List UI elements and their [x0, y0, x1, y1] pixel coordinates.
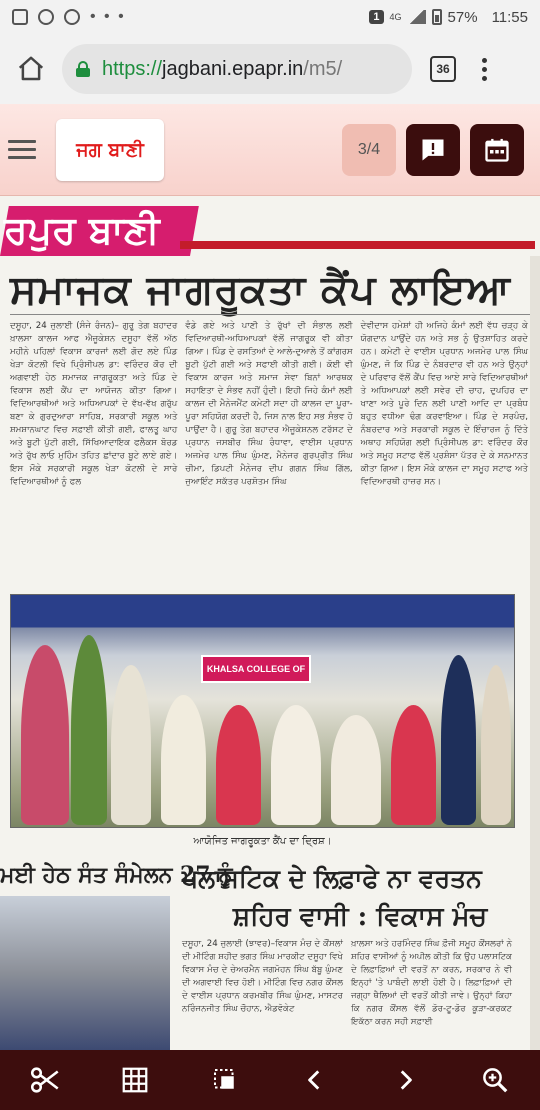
- menu-dot-icon: [482, 76, 487, 81]
- status-left-icons: [12, 8, 126, 26]
- select-area-icon: [210, 1065, 240, 1095]
- divider: [10, 314, 530, 315]
- menu-dot-icon: [482, 58, 487, 63]
- home-button[interactable]: [12, 50, 50, 88]
- article-body: [10, 320, 528, 590]
- epaper-page[interactable]: [0, 196, 540, 1050]
- gallery-notification-icon: [12, 9, 28, 25]
- url-host: jagbani.epapr.in: [162, 57, 304, 80]
- photo-banner: KHALSA COLLEGE OF: [201, 655, 311, 683]
- tab-count: 36: [436, 62, 450, 76]
- bottom-toolbar: [0, 1050, 540, 1110]
- home-icon: [16, 54, 46, 84]
- article2-headline-line2: ਸ਼ਹਿਰ ਵਾਸੀ : ਵਿਕਾਸ ਮੰਚ: [232, 902, 488, 932]
- article2-column-2: ਖ਼ਾਲਸਾ ਅਤੇ ਹਰਮਿੰਦਰ ਸਿੰਘ ਫ਼ੌਜੀ ਸਮੂਹ ਕੌਂਸਲਰਾਂ ਨੇ ਸ਼ਹਿਰ ਵਾਸੀਆਂ ਨੂੰ ਅਪੀਲ ਕੀਤੀ ਕਿ ਉਹ ਪਲਾਸਟਿਕ ਦੇ ਲਿਫ਼ਾਫ਼ਿਆਂ ਦੀ ਵਰਤੋਂ ਨਾ ਕਰਨ, ਸਰਕਾਰ ਨੇ ਵੀ ਇਨ੍ਹਾਂ 'ਤੇ ਪਾਬੰਦੀ ਲਾਈ ਹੋਈ ਹੈ। ਲਿਫ਼ਾਫ਼ਿਆਂ ਦੀ ਜਗ੍ਹਾ ਥੈਲਿਆਂ ਦੀ ਵਰਤੋਂ ਕੀਤੀ ਜਾਵੇ। ਉਨ੍ਹਾਂ ਕਿਹਾ ਕਿ ਨਗਰ ਕੌਂਸਲ ਵੱਲੋਂ ਡੋਰ-ਟੂ-ਡੋਰ ਕੂੜਾ-ਕਰਕਟ ਇਕੱਠਾ ਕਰਨ ਸਹੀ ਸਫ਼ਾਈ: [351, 939, 512, 1027]
- page-edge: [530, 256, 540, 1050]
- chevron-right-icon: [392, 1067, 418, 1093]
- site-logo[interactable]: [56, 119, 164, 181]
- calendar-button[interactable]: [470, 124, 524, 176]
- calendar-icon: [483, 136, 511, 164]
- article-column-1: ਦਸੂਹਾ, 24 ਜੁਲਾਈ (ਸੰਜੇ ਰੰਜਨ)– ਗੁਰੂ ਤੇਗ ਬਹਾਦਰ ਖ਼ਾਲਸਾ ਕਾਲਜ ਆਫ ਐਜੂਕੇਸ਼ਨ ਦਸੂਹਾ ਵੱਲੋਂ ਅੱਠ ਮਹੀਨੇ ਪਹਿਲਾਂ ਵਿਕਾਸ ਕਾਰਜਾਂ ਲਈ ਗੋਦ ਲਏ ਪਿੰਡ ਖੇੜਾ ਕੋਟਲੀ ਵਿਖੇ ਪ੍ਰਿੰਸੀਪਲ ਡਾ: ਵਰਿੰਦਰ ਕੌਰ ਦੀ ਅਗਵਾਈ ਹੇਠ ਸਮਾਜਕ ਜਾਗਰੂਕਤਾ ਅਤੇ ਪਿੰਡ ਦੇ ਵਿਕਾਸ ਲਈ ਕੈਂਪ ਦਾ ਆਯੋਜਨ ਕੀਤਾ ਗਿਆ। ਵਿਦਿਆਰਥੀਆਂ ਅਤੇ ਅਧਿਆਪਕਾਂ ਦੇ ਵੱਖ-ਵੱਖ ਗਰੁੱਪ ਬਣਾ ਕੇ ਗੁਰਦੁਆਰਾ ਸਾਹਿਬ, ਸਰਕਾਰੀ ਸਕੂਲ ਅਤੇ ਸ਼ਮਸ਼ਾਨਘਾਟ ਵਿਚ ਸਫ਼ਾਈ ਕੀਤੀ ਗਈ, ਫਾਲਤੂ ਘਾਹ ਅਤੇ ਬੂਟੀ ਪੁੱਟੀ ਗਈ, ਸਿੱਖਿਆਦਾਇਕ ਫਲੈਕਸ ਬੋਰਡ ਅਤੇ ਰੁੱਖ ਲਾਓ ਮੁਹਿੰਮ ਤਹਿਤ ਛਾਂਦਾਰ ਬੂਟੇ ਲਾਏ ਗਏ। ਇਸ ਮੌਕੇ ਸਰਕਾਰੀ ਸਕੂਲ ਖੇੜਾ ਕੋਟਲੀ ਦੇ ਸਾਰੇ ਵਿਦਿਆਰਥੀਆਂ ਨੂੰ ਫਲ: [10, 321, 178, 487]
- article2-body: [182, 938, 512, 1050]
- previous-page-button[interactable]: [290, 1055, 340, 1105]
- page-indicator: [342, 124, 396, 176]
- address-bar[interactable]: [62, 44, 412, 94]
- browser-menu-button[interactable]: [482, 58, 487, 81]
- url-scheme: https://: [102, 57, 163, 80]
- more-notifications-icon: • • •: [90, 8, 126, 25]
- browser-toolbar: [0, 34, 540, 104]
- notice-button[interactable]: [406, 124, 460, 176]
- site-header: [0, 104, 540, 196]
- next-page-button[interactable]: [380, 1055, 430, 1105]
- chrome-notification-icon-2: [64, 9, 80, 25]
- chevron-left-icon: [302, 1067, 328, 1093]
- article-column-2: ਵੰਡੇ ਗਏ ਅਤੇ ਪਾਣੀ ਤੇ ਰੁੱਖਾਂ ਦੀ ਸੰਭਾਲ ਲਈ ਵਿਦਿਆਰਥੀ-ਅਧਿਆਪਕਾਂ ਵੱਲੋਂ ਜਾਗਰੂਕ ਵੀ ਕੀਤਾ ਗਿਆ। ਪਿੰਡ ਦੇ ਰਸਤਿਆਂ ਦੇ ਆਲੇ-ਦੁਆਲੇ ਤੋਂ ਕਾਂਗਰਸ ਬੂਟੀ ਪੁੱਟੀ ਗਈ ਅਤੇ ਸਫਾਈ ਕੀਤੀ ਗਈ। ਕੋਈ ਵੀ ਵਿਕਾਸ ਕਾਰਜ ਅਤੇ ਸਮਾਜ ਸੇਵਾ ਬਿਨਾਂ ਆਰਥਕ ਸਹਾਇਤਾ ਦੇ ਸੰਭਵ ਨਹੀਂ ਹੁੰਦੀ। ਇਹੀ ਜਿਹੇ ਕੰਮਾਂ ਲਈ ਕਾਲਜ ਦੀ ਮੈਨੇਜਮੈਂਟ ਕਮੇਟੀ ਸਦਾ ਹੀ ਕਾਲਜ ਦਾ ਪੂਰਾ-ਪੂਰਾ ਸਹਿਯੋਗ ਕਰਦੀ ਹੈ, ਜਿਸ ਨਾਲ ਇਹ ਸਭ ਸੰਭਵ ਹੋ ਪਾਉਂਦਾ ਹੈ। ਗੁਰੂ ਤੇਗ ਬਹਾਦਰ ਐਜੂਕੇਸ਼ਨਲ ਟਰੱਸਟ ਦੇ ਪ੍ਰਧਾਨ ਜਸਬੀਰ ਸਿੰਘ ਰੰਧਾਵਾ, ਵਾਈਸ ਪ੍ਰਧਾਨ ਅਜਮੇਰ ਪਾਲ ਸਿੰਘ ਘੁੰਮਣ, ਮੈਨੇਜਰ ਗੁਰਪ੍ਰੀਤ ਸਿੰਘ ਚੀਮਾ, ਡਿਪਟੀ ਮੈਨੇਜਰ ਦੀਪ ਗਗਨ ਸਿੰਘ ਗਿੱਲ, ਜੁਆਇੰਟ ਸਕੱਤਰ ਪਰਸ਼ੋਤਮ ਸਿੰਘ: [185, 321, 353, 487]
- article-column-3: ਦੇਵੀਦਾਸ ਹਮੇਸ਼ਾਂ ਹੀ ਅਜਿਹੇ ਕੰਮਾਂ ਲਈ ਵੱਧ ਚੜ੍ਹ ਕੇ ਯੋਗਦਾਨ ਪਾਉਂਦੇ ਹਨ ਅਤੇ ਸਭ ਨੂੰ ਉਤਸ਼ਾਹਿਤ ਕਰਦੇ ਹਨ। ਕਮੇਟੀ ਦੇ ਵਾਈਸ ਪ੍ਰਧਾਨ ਅਜਮੇਰ ਪਾਲ ਸਿੰਘ ਘੁੰਮਣ, ਜੋ ਕਿ ਪਿੰਡ ਦੇ ਨੰਬਰਦਾਰ ਵੀ ਹਨ ਅਤੇ ਉਨ੍ਹਾਂ ਦੇ ਪਰਿਵਾਰ ਵੱਲੋਂ ਕੈਂਪ ਵਿਚ ਆਏ ਸਾਰੇ ਵਿਦਿਆਰਥੀਆਂ ਤੇ ਅਧਿਆਪਕਾਂ ਲਈ ਸਵੇਰ ਦੀ ਚਾਹ, ਦੁਪਹਿਰ ਦਾ ਖਾਣਾ ਅਤੇ ਪੂਰੇ ਦਿਨ ਲਈ ਪਾਣੀ ਆਦਿ ਦਾ ਪ੍ਰਬੰਧ ਬਹੁਤ ਵਧੀਆ ਢੰਗ ਕਰਵਾਇਆ। ਪਿੰਡ ਦੇ ਸਰਪੰਚ, ਨੰਬਰਦਾਰ ਅਤੇ ਸਰਕਾਰੀ ਸਕੂਲ ਦੇ ਇੰਚਾਰਜ ਨੂੰ ਦਿੱਤੇ ਅਥਾਹ ਸਹਿਯੋਗ ਲਈ ਪ੍ਰਿੰਸੀਪਲ ਡਾ: ਵਰਿੰਦਰ ਕੌਰ ਅਤੇ ਸਮੂਹ ਸਟਾਫ ਵੱਲੋਂ ਪ੍ਰਸ਼ੰਸਾ ਪੱਤਰ ਦੇ ਕੇ ਸਨਮਾਨਤ ਕੀਤਾ ਗਿਆ। ਇਸ ਮੌਕੇ ਕਾਲਜ ਦਾ ਸਮੂਹ ਸਟਾਫ ਅਤੇ ਵਿਦਿਆਰਥੀ ਹਾਜ਼ਰ ਸਨ।: [360, 321, 528, 487]
- notification-count-badge: 1: [369, 10, 383, 24]
- lock-icon: [76, 61, 90, 77]
- article2-headline-line1: ਪਲਾਸਟਿਕ ਦੇ ਲਿਫ਼ਾਫੇ ਨਾ ਵਰਤਨ: [182, 864, 482, 893]
- status-right-icons: [369, 9, 528, 26]
- chrome-notification-icon: [38, 9, 54, 25]
- article2-column-1: ਦਸੂਹਾ, 24 ਜੁਲਾਈ (ਝਾਵਰ)–ਵਿਕਾਸ ਮੰਚ ਦੇ ਕੌਂਸਲਾਂ ਦੀ ਮੀਟਿੰਗ ਸ਼ਹੀਦ ਭਗਤ ਸਿੰਘ ਮਾਰਕੀਟ ਦਸੂਹਾ ਵਿਖੇ ਵਿਕਾਸ ਮੰਚ ਦੇ ਚੇਅਰਮੈਨ ਜਗਮੋਹਨ ਸਿੰਘ ਬੱਬੂ ਘੁੰਮਣ ਦੀ ਅਗਵਾਈ ਵਿਚ ਹੋਈ। ਮੀਟਿੰਗ ਵਿਚ ਨਗਰ ਕੌਂਸਲ ਦੇ ਵਾਈਸ ਪ੍ਰਧਾਨ ਕਰਮਬੀਰ ਸਿੰਘ ਘੁੰਮਣ, ਮਾਸਟਰ ਨਰਿੰਜਨਜੀਤ ਸਿੰਘ ਚੌਹਾਨ, ਐਡਵੋਕੇਟ: [182, 939, 343, 1014]
- message-alert-icon: [419, 136, 447, 164]
- network-type: 4G: [389, 11, 402, 22]
- section-band-title: ਰਪੁਰ ਬਾਣੀ: [4, 208, 160, 252]
- menu-dot-icon: [482, 67, 487, 72]
- page-indicator-label: 3/4: [357, 140, 381, 158]
- battery-icon: [432, 9, 442, 25]
- photo-caption: ਆਯੋਜਿਤ ਜਾਗਰੂਕਤਾ ਕੈਂਪ ਦਾ ਦ੍ਰਿਸ਼।: [193, 836, 332, 847]
- article-photo: [10, 594, 515, 828]
- clock: 11:55: [491, 8, 528, 26]
- battery-percentage: 57%: [447, 8, 478, 26]
- tab-switcher-button[interactable]: [430, 56, 456, 82]
- url-path: /m5/: [303, 57, 343, 80]
- select-area-button[interactable]: [200, 1055, 250, 1105]
- article-headline: ਸਮਾਜਕ ਜਾਗਰੂਕਤਾ ਕੈਂਪ ਲਾਇਆ: [10, 266, 511, 313]
- zoom-button[interactable]: [470, 1055, 520, 1105]
- clip-button[interactable]: [20, 1055, 70, 1105]
- adjacent-article-headline: ਮਈ ਹੇਠ ਸੰਤ ਸੰਮੇਲਨ 27 ਨੂੰ: [0, 862, 233, 888]
- grid-view-button[interactable]: [110, 1055, 160, 1105]
- signal-icon: [408, 10, 426, 24]
- status-bar: [0, 0, 540, 34]
- hamburger-menu-icon[interactable]: [8, 140, 36, 159]
- section-band: [0, 206, 535, 256]
- scissors-icon: [28, 1063, 62, 1097]
- logo-text: ਜਗ ਬਾਣੀ: [76, 138, 144, 161]
- grid-icon: [120, 1065, 150, 1095]
- zoom-in-icon: [480, 1065, 510, 1095]
- adjacent-article-photo: [0, 896, 170, 1050]
